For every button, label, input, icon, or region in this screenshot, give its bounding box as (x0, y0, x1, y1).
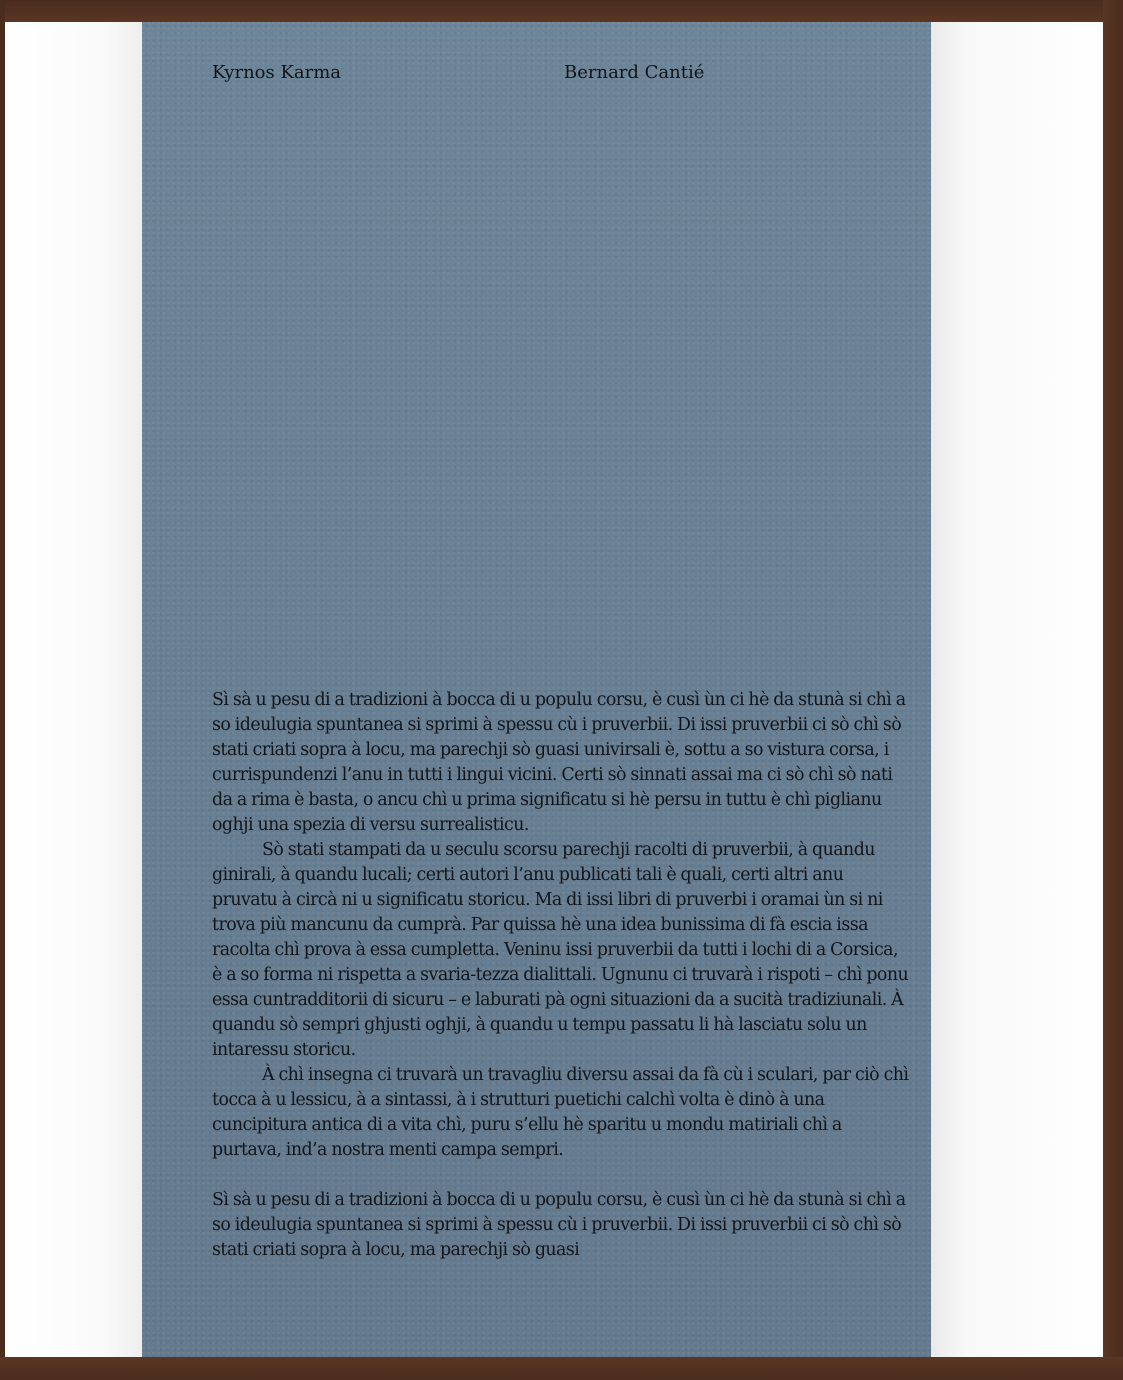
frame-top-edge (0, 0, 1123, 22)
frame-bottom-edge (0, 1357, 1123, 1380)
mat-right (931, 22, 1103, 1357)
paragraph-2: Sò stati stampati da u seculu scorsu parechji racolti di pruverbii, à quandu ginirali, à quandu lucali; certi autori l’anu publicati tali è quali, certi altri anu pruvatu à circà ni u significatu storicu. Ma di issi libri di pruverbi i oramai ùn si ni trova più mancunu da cumprà. Par quissa hè una idea bunissima di fà escia issa racolta chì prova à essa cumpletta. Veninu issi pruverbii da tutti i lochi di a Corsica, è a so forma ni rispetta a svaria-tezza dialittali. Ugnunu ci truvarà i rispoti – chì ponu essa cuntradditorii di sicuru – e laburati pà ogni situazioni da a sucità tradiziunali. À quandu sò sempri ghjusti oghji, à quandu u tempu passatu li hà lasciatu solu un intaressu storicu. (212, 840, 909, 1060)
body-text (212, 688, 912, 1263)
paragraph-1: Sì sà u pesu di a tradizioni à bocca di u populu corsu, è cusì ùn ci hè da stunà si chì a so ideulugia spuntanea si sprimi à spessu cù i pruverbii. Di issi pruverbii ci sò chì sò stati criati sopra à locu, ma parechji sò guasi univirsali è, sottu a so vistura corsa, i currispundenzi l’anu in tutti i lingui vicini. Certi sò sinnati assai ma ci sò chì sò nati da a rima è basta, o ancu chì u prima significatu si hè persu in tuttu è chì piglianu oghji una spezia di versu surrealisticu. (212, 690, 906, 835)
mat-left (5, 22, 142, 1357)
frame-right-edge (1103, 0, 1123, 1380)
paragraph-4: Sì sà u pesu di a tradizioni à bocca di u populu corsu, è cusì ùn ci hè da stunà si chì a so ideulugia spuntanea si sprimi à spessu cù i pruverbii. Di issi pruverbii ci sò chì sò stati criati sopra à locu, ma parechji sò guasi (212, 1190, 906, 1260)
book-title: Kyrnos Karma (212, 62, 342, 83)
author-name: Bernard Cantié (564, 62, 705, 83)
paragraph-3: À chì insegna ci truvarà un travagliu diversu assai da fà cù i sculari, par ciò chì tocca à u lessicu, à a sintassi, à i strutturi puetichi calchì volta è dinò à una cuncipitura antica di a vita chì, puru s’ellu hè sparitu u mondu matiriali chì a purtava, ind’a nostra menti campa sempri. (212, 1065, 909, 1160)
poster-page (142, 22, 931, 1357)
